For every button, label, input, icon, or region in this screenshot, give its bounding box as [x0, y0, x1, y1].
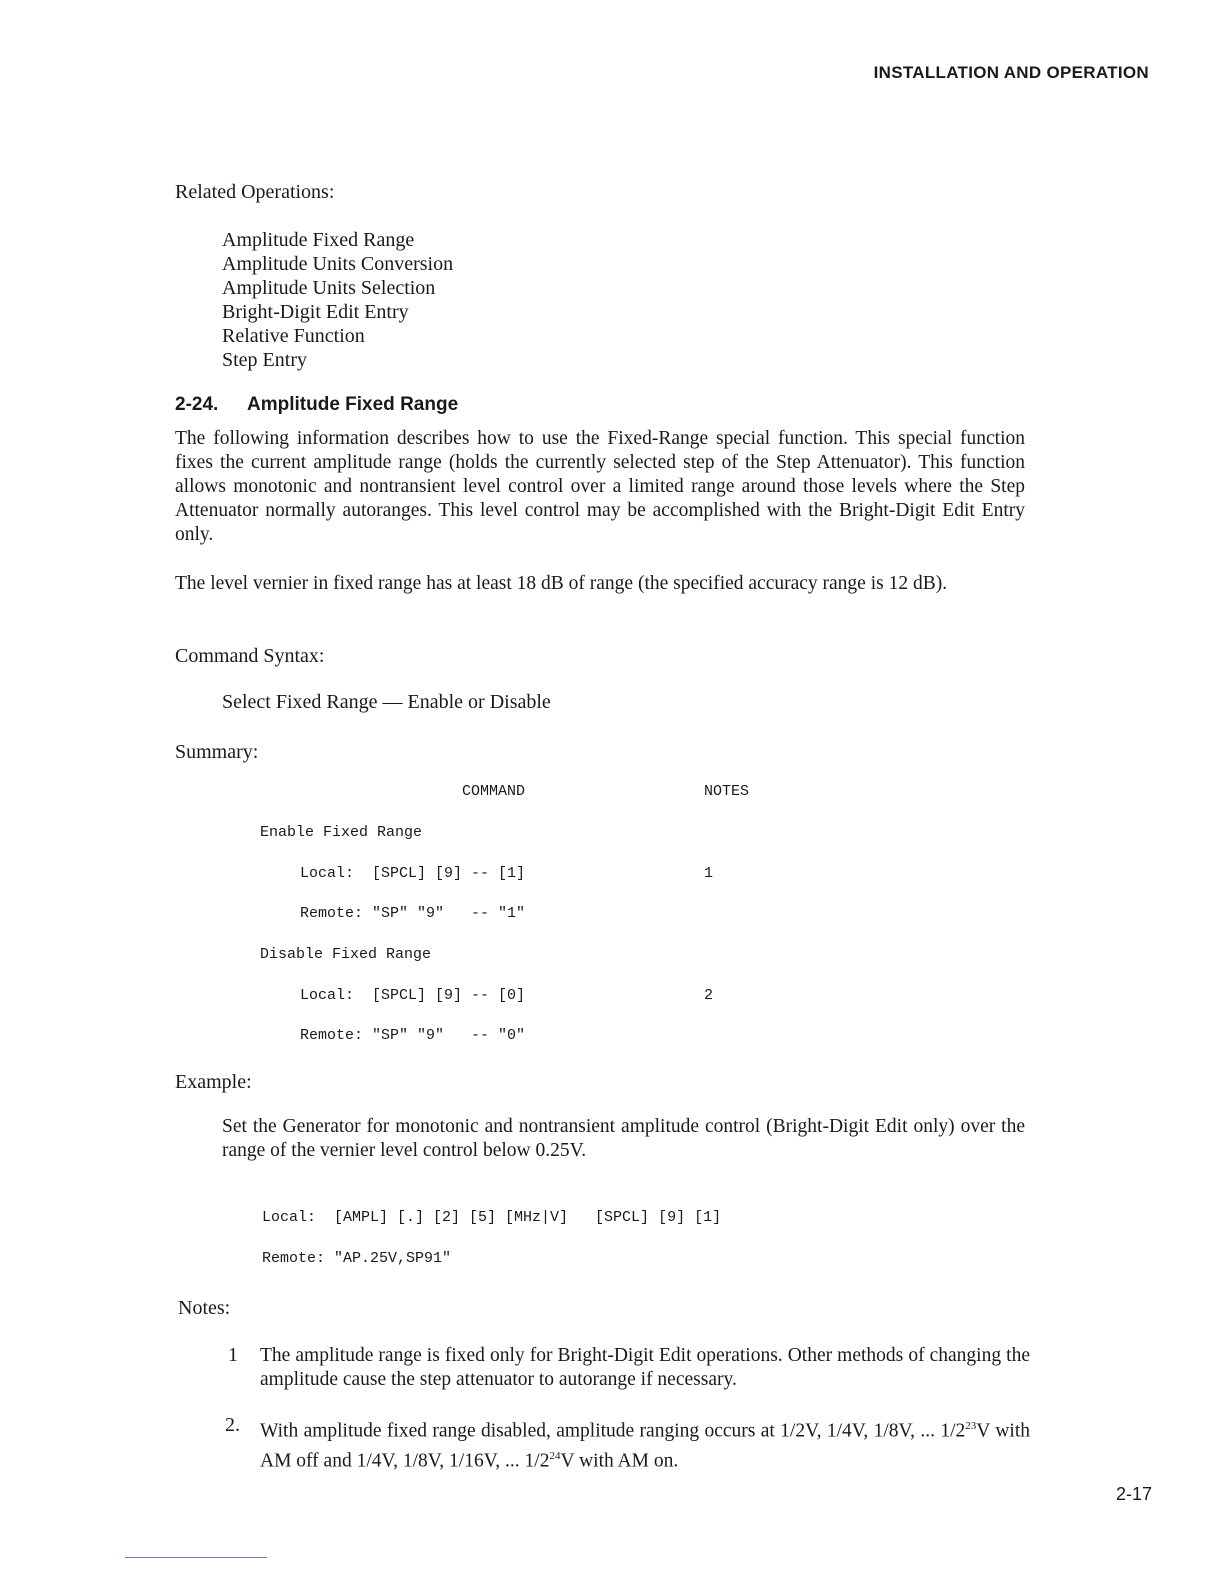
- command-syntax-label: Command Syntax:: [175, 645, 325, 667]
- disable-local-command: Local: [SPCL] [9] -- [0]: [300, 987, 526, 1004]
- note-2-text: [260, 1414, 1030, 1473]
- notes-label: Notes:: [178, 1297, 231, 1319]
- section-paragraph-1: The following information describes how to use the Fixed-Range special function. This special function fixes the current amplitude range (holds the currently selected step of the Step Attenuator). This function allows monotonic and nontransient level control over a limited range around those levels where the Step Attenuator normally autoranges. This level control may be accomplished with the Bright-Digit Edit Entry only.: [175, 428, 1025, 545]
- example-text: Set the Generator for monotonic and nontransient amplitude control (Bright-Digit Edit only) over the range of the vernier level control below 0.25V.: [222, 1116, 1025, 1161]
- section-number: 2-24.: [175, 394, 219, 415]
- enable-note-ref: 1: [704, 865, 714, 882]
- section-paragraph-2: The level vernier in fixed range has at least 18 dB of range (the specified accuracy range is 12 dB).: [175, 573, 948, 594]
- enable-local-command: Local: [SPCL] [9] -- [1]: [300, 865, 526, 882]
- section-heading: [175, 394, 458, 416]
- note-2-text-a: With amplitude fixed range disabled, amplitude ranging occurs at 1/2V, 1/4V, 1/8V, ... 1/2: [260, 1420, 966, 1442]
- example-label: Example:: [175, 1071, 252, 1093]
- list-item: Step Entry: [222, 349, 307, 371]
- note-2-text-c: V with AM on.: [560, 1450, 679, 1471]
- disable-remote-command: Remote: "SP" "9" -- "0": [300, 1027, 526, 1044]
- note-1-text: The amplitude range is fixed only for Bright-Digit Edit operations. Other methods of changing the amplitude cause the step attenuator to autorange if necessary.: [260, 1345, 1030, 1390]
- note-2-exponent-1: 23: [965, 1420, 977, 1432]
- note-2-text-b: V with AM off and 1/4V, 1/8V, 1/16V, ... 1/2: [260, 1420, 1030, 1471]
- list-item: Relative Function: [222, 325, 365, 347]
- section-title: Amplitude Fixed Range: [247, 394, 459, 415]
- summary-col-command: COMMAND: [462, 783, 526, 800]
- example-local-command: Local: [AMPL] [.] [2] [5] [MHz|V] [SPCL] [9] [1]: [262, 1209, 722, 1226]
- page-number: 2-17: [1115, 1484, 1152, 1504]
- bottom-divider: [125, 1557, 267, 1558]
- list-item: Amplitude Fixed Range: [222, 229, 415, 251]
- list-item: Bright-Digit Edit Entry: [222, 301, 409, 323]
- page-header: INSTALLATION AND OPERATION: [873, 63, 1149, 82]
- summary-label: Summary:: [175, 741, 259, 763]
- disable-fixed-range-label: Disable Fixed Range: [260, 946, 432, 963]
- summary-col-notes: NOTES: [704, 783, 750, 800]
- example-remote-command: Remote: "AP.25V,SP91": [262, 1250, 452, 1267]
- related-operations-list: [222, 228, 453, 372]
- enable-fixed-range-label: Enable Fixed Range: [260, 824, 423, 841]
- note-1-number: 1: [228, 1344, 238, 1366]
- list-item: Amplitude Units Selection: [222, 277, 436, 299]
- command-syntax-text: Select Fixed Range — Enable or Disable: [222, 691, 551, 713]
- note-2-number: 2.: [225, 1414, 240, 1436]
- related-operations-label: Related Operations:: [175, 181, 335, 203]
- note-2-exponent-2: 24: [549, 1449, 561, 1462]
- list-item: Amplitude Units Conversion: [222, 253, 454, 275]
- disable-note-ref: 2: [704, 987, 714, 1004]
- enable-remote-command: Remote: "SP" "9" -- "1": [300, 905, 526, 922]
